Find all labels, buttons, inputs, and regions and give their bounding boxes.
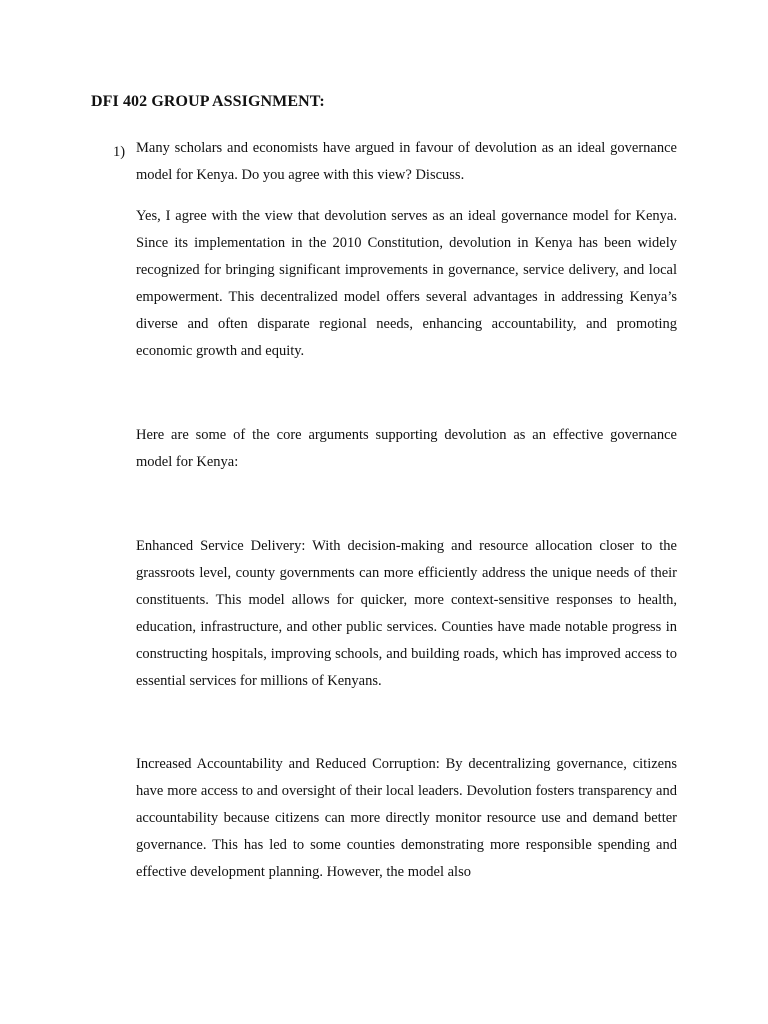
document-title: DFI 402 GROUP ASSIGNMENT: (91, 93, 325, 110)
question-text: Many scholars and economists have argued in favour of devolution as an ideal governance model for Kenya. Do you agree with this view? Discuss. (136, 140, 677, 183)
accountability-paragraph: Increased Accountability and Reduced Corruption: By decentralizing governance, citizens have more access to and oversight of their local leaders. Devolution fosters transparency and accountability because citizens can more directly monitor resource use and demand better governance. This has led to some counties demonstrating more responsible spending and effective development planning. However, the model also (136, 756, 677, 880)
service-delivery-paragraph: Enhanced Service Delivery: With decision-making and resource allocation closer to the grassroots level, county governments can more efficiently address the unique needs of their constituents. This model allows for quicker, more context-sensitive responses to health, education, infrastructure, and other public services. Counties have made notable progress in constructing hospitals, improving schools, and building roads, which has improved access to essential services for millions of Kenyans. (136, 538, 677, 689)
answer-paragraph: Yes, I agree with the view that devolution serves as an ideal governance model for Kenya. Since its implementation in the 2010 Constitution, devolution in Kenya has been widely recognized for bringing significant improvements in governance, service delivery, and local empowerment. This decentralized model offers several advantages in addressing Kenya’s diverse and often disparate regional needs, enhancing accountability, and promoting economic growth and equity. (136, 208, 677, 359)
question-number: 1) (113, 144, 126, 160)
arguments-intro-paragraph: Here are some of the core arguments supporting devolution as an effective governance model for Kenya: (136, 427, 677, 470)
